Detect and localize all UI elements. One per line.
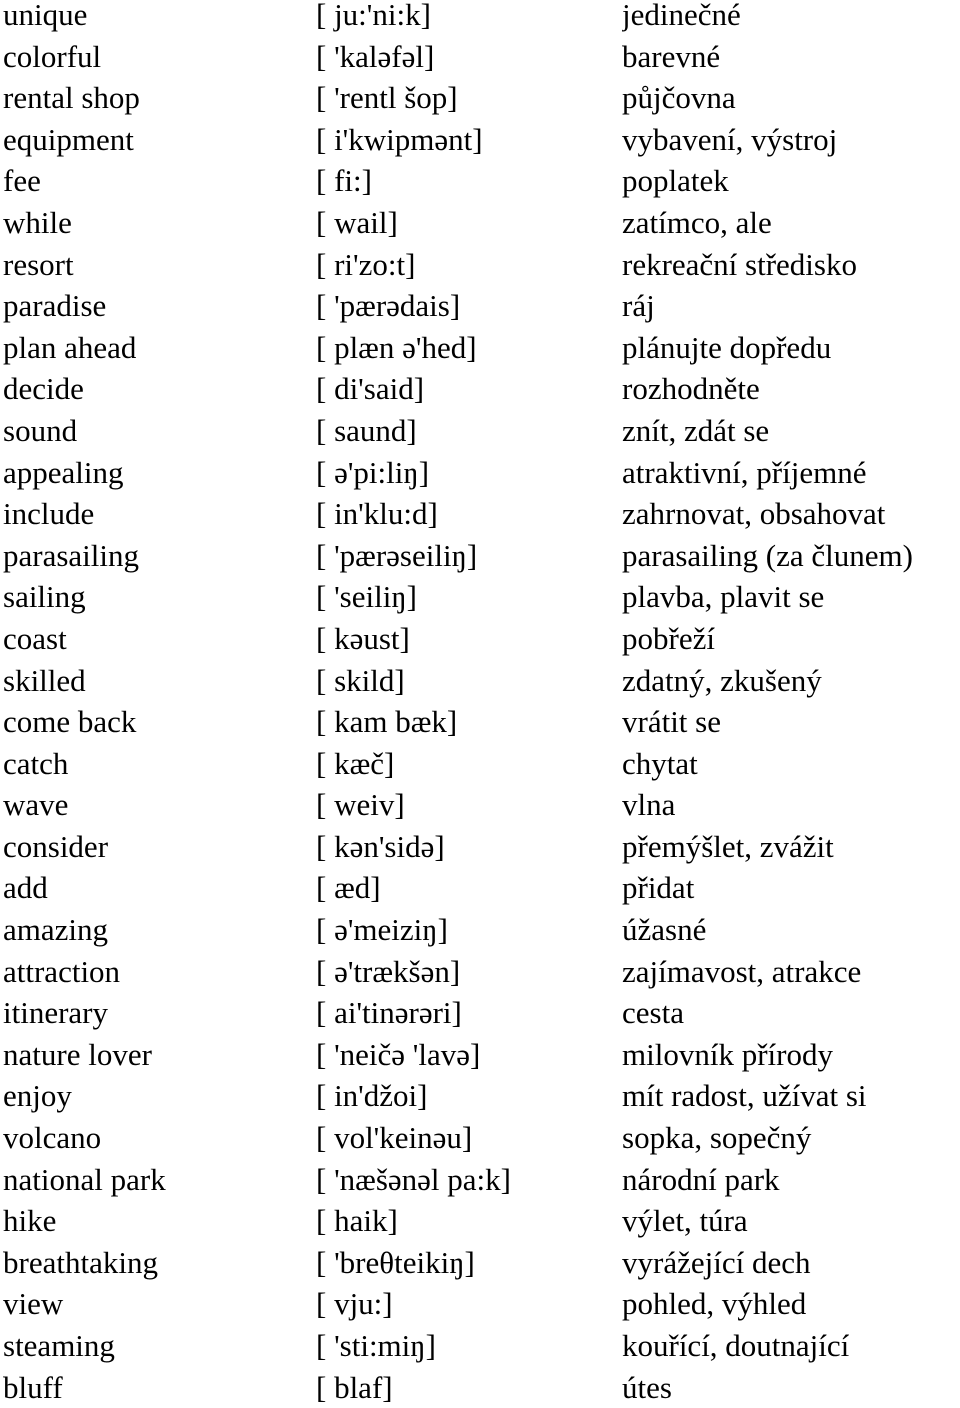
translation: úžasné — [622, 912, 707, 948]
pronunciation: [ fi:] — [316, 163, 372, 199]
translation: půjčovna — [622, 80, 736, 116]
pronunciation: [ vju:] — [316, 1286, 393, 1322]
vocab-row — [0, 452, 960, 494]
vocab-row — [0, 160, 960, 202]
vocab-row — [0, 909, 960, 951]
vocab-row — [0, 0, 960, 36]
word: fee — [3, 163, 41, 199]
word: itinerary — [3, 995, 109, 1031]
vocab-row — [0, 951, 960, 993]
vocab-row — [0, 119, 960, 161]
translation: přidat — [622, 870, 695, 906]
pronunciation: [ 'neičə 'lavə] — [316, 1036, 481, 1072]
translation: chytat — [622, 745, 698, 781]
word: sound — [3, 412, 78, 448]
pronunciation: [ kam bæk] — [316, 704, 458, 740]
translation: zahrnovat, obsahovat — [622, 496, 886, 532]
vocab-row — [0, 410, 960, 452]
pronunciation: [ kən'sidə] — [316, 828, 445, 864]
word: wave — [3, 787, 69, 823]
pronunciation: [ kəust] — [316, 620, 410, 656]
pronunciation: [ ju:'ni:k] — [316, 0, 431, 32]
translation: útes — [622, 1369, 672, 1405]
vocab-row — [0, 1075, 960, 1117]
word: bluff — [3, 1369, 63, 1405]
pronunciation: [ 'rentl šop] — [316, 80, 458, 116]
pronunciation: [ vol'keinəu] — [316, 1120, 473, 1156]
translation: mít radost, užívat si — [622, 1078, 867, 1114]
vocab-row — [0, 244, 960, 286]
translation: přemýšlet, zvážit — [622, 828, 834, 864]
pronunciation: [ 'pærəseiliŋ] — [316, 537, 478, 573]
pronunciation: [ ə'pi:liŋ] — [316, 454, 430, 490]
translation: plavba, plavit se — [622, 579, 825, 615]
translation: barevné — [622, 38, 721, 74]
word: while — [3, 204, 72, 240]
translation: znít, zdát se — [622, 412, 770, 448]
vocab-row — [0, 992, 960, 1034]
vocab-row — [0, 1200, 960, 1242]
vocab-row — [0, 576, 960, 618]
pronunciation: [ ə'meiziŋ] — [316, 912, 448, 948]
vocab-row — [0, 368, 960, 410]
word: sailing — [3, 579, 86, 615]
pronunciation: [ blaf] — [316, 1369, 393, 1405]
pronunciation: [ di'said] — [316, 371, 425, 407]
pronunciation: [ 'seiliŋ] — [316, 579, 417, 615]
pronunciation: [ plæn ə'hed] — [316, 329, 477, 365]
word: come back — [3, 704, 137, 740]
vocab-row — [0, 784, 960, 826]
pronunciation: [ 'næšənəl pa:k] — [316, 1161, 511, 1197]
vocab-row — [0, 1325, 960, 1367]
word: breathtaking — [3, 1244, 158, 1280]
word: catch — [3, 745, 69, 781]
pronunciation: [ 'breθteikiŋ] — [316, 1244, 475, 1280]
translation: národní park — [622, 1161, 780, 1197]
vocab-row — [0, 701, 960, 743]
word: equipment — [3, 121, 134, 157]
translation: sopka, sopečný — [622, 1120, 812, 1156]
translation: vlna — [622, 787, 676, 823]
vocab-row — [0, 1283, 960, 1325]
word: amazing — [3, 912, 109, 948]
pronunciation: [ kæč] — [316, 745, 395, 781]
pronunciation: [ in'klu:d] — [316, 496, 438, 532]
translation: výlet, túra — [622, 1203, 748, 1239]
word: nature lover — [3, 1036, 152, 1072]
word: volcano — [3, 1120, 102, 1156]
vocab-row — [0, 1242, 960, 1284]
vocab-row — [0, 285, 960, 327]
word: attraction — [3, 953, 121, 989]
word: rental shop — [3, 80, 140, 116]
translation: plánujte dopředu — [622, 329, 832, 365]
vocab-row — [0, 660, 960, 702]
pronunciation: [ 'sti:miŋ] — [316, 1328, 436, 1363]
translation: jedinečné — [622, 0, 741, 32]
word: skilled — [3, 662, 86, 698]
translation: atraktivní, příjemné — [622, 454, 867, 490]
translation: vyrážející dech — [622, 1244, 811, 1280]
translation: rozhodněte — [622, 371, 760, 407]
vocab-row — [0, 535, 960, 577]
word: appealing — [3, 454, 124, 490]
word: coast — [3, 620, 67, 656]
pronunciation: [ saund] — [316, 412, 417, 448]
word: national park — [3, 1161, 166, 1197]
pronunciation: [ haik] — [316, 1203, 398, 1239]
word: resort — [3, 246, 74, 282]
word: add — [3, 870, 48, 906]
word: paradise — [3, 288, 107, 324]
translation: parasailing (za člunem) — [622, 537, 913, 573]
word: plan ahead — [3, 329, 137, 365]
vocab-row — [0, 327, 960, 369]
vocab-row — [0, 743, 960, 785]
translation: pohled, výhled — [622, 1286, 807, 1322]
pronunciation: [ ə'trækšən] — [316, 953, 461, 989]
pronunciation: [ wail] — [316, 204, 398, 240]
pronunciation: [ skild] — [316, 662, 405, 698]
word: view — [3, 1286, 64, 1322]
vocab-row — [0, 202, 960, 244]
translation: kouřící, doutnající — [622, 1328, 850, 1363]
word: include — [3, 496, 95, 532]
pronunciation: [ 'pærədais] — [316, 288, 461, 324]
translation: ráj — [622, 288, 655, 324]
pronunciation: [ ri'zo:t] — [316, 246, 416, 282]
word: hike — [3, 1203, 57, 1239]
vocab-row — [0, 1367, 960, 1408]
vocab-row — [0, 867, 960, 909]
word: decide — [3, 371, 84, 407]
word: enjoy — [3, 1078, 72, 1114]
translation: poplatek — [622, 163, 729, 199]
vocab-row — [0, 826, 960, 868]
vocab-row — [0, 618, 960, 660]
word: unique — [3, 0, 88, 32]
vocab-row — [0, 1159, 960, 1201]
vocab-row — [0, 493, 960, 535]
translation: milovník přírody — [622, 1036, 833, 1072]
pronunciation: [ æd] — [316, 870, 381, 906]
vocab-row — [0, 36, 960, 78]
pronunciation: [ weiv] — [316, 787, 405, 823]
translation: vybavení, výstroj — [622, 121, 838, 157]
vocab-row — [0, 77, 960, 119]
translation: pobřeží — [622, 620, 715, 656]
word: colorful — [3, 38, 102, 74]
translation: rekreační středisko — [622, 246, 857, 282]
word: steaming — [3, 1328, 115, 1363]
translation: zajímavost, atrakce — [622, 953, 862, 989]
translation: cesta — [622, 995, 684, 1031]
translation: zatímco, ale — [622, 204, 772, 240]
pronunciation: [ ai'tinərəri] — [316, 995, 462, 1031]
word: consider — [3, 828, 109, 864]
translation: vrátit se — [622, 704, 721, 740]
vocab-row — [0, 1034, 960, 1076]
pronunciation: [ i'kwipmənt] — [316, 121, 483, 157]
pronunciation: [ 'kaləfəl] — [316, 38, 435, 74]
translation: zdatný, zkušený — [622, 662, 822, 698]
pronunciation: [ in'džoi] — [316, 1078, 428, 1114]
vocab-row — [0, 1117, 960, 1159]
word: parasailing — [3, 537, 140, 573]
